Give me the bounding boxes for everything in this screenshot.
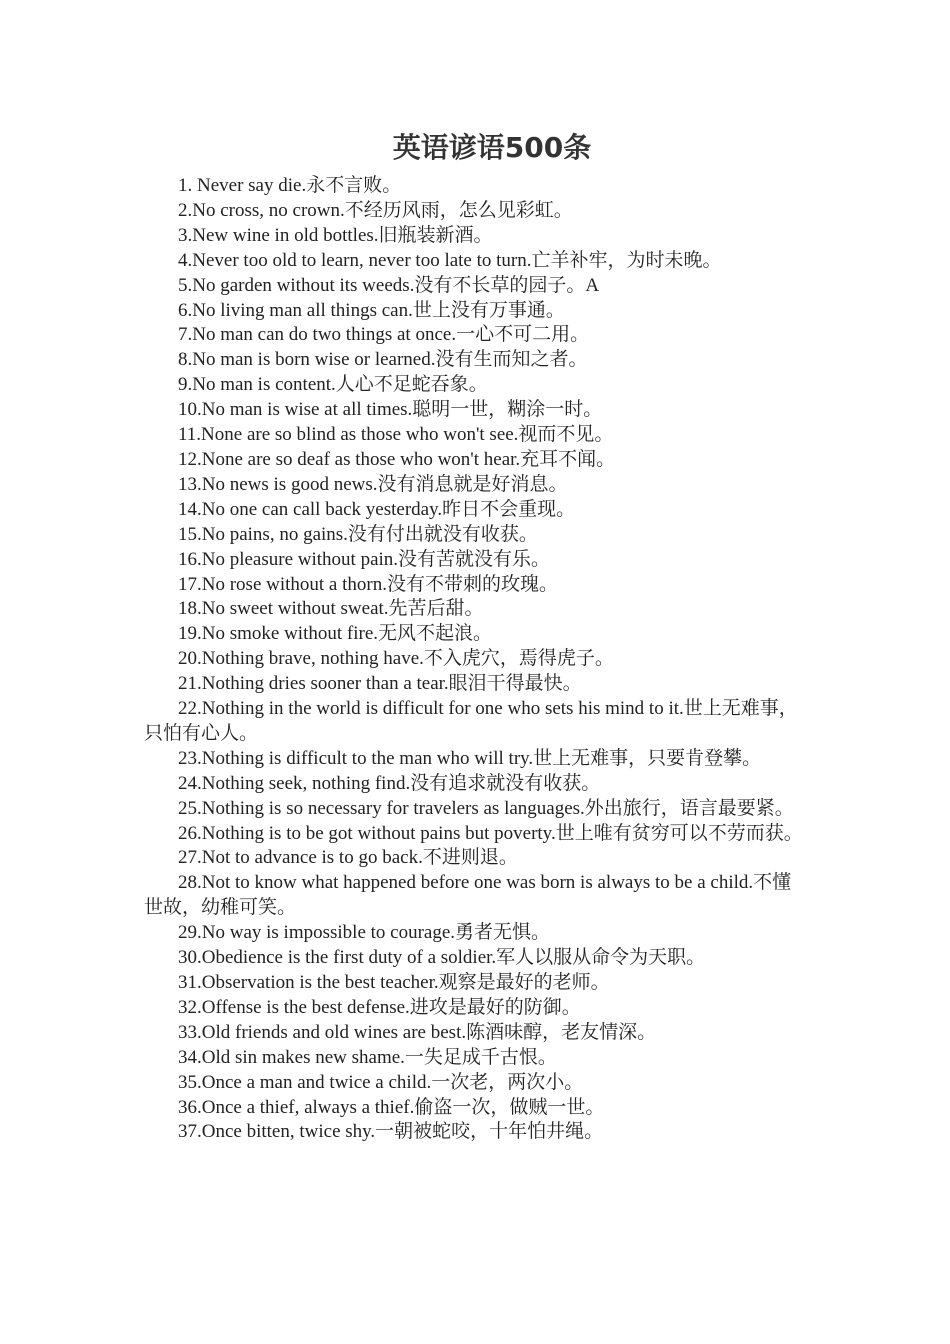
proverb-item: 15.No pains, no gains.没有付出就没有收获。 (178, 523, 538, 545)
proverb-item: 17.No rose without a thorn.没有不带刺的玫瑰。 (178, 573, 558, 595)
proverb-item: 10.No man is wise at all times.聪明一世，糊涂一时。 (178, 399, 603, 421)
proverb-item: 5.No garden without its weeds.没有不长草的园子。A (178, 274, 600, 296)
proverb-item: 35.Once a man and twice a child.一次老，两次小。 (178, 1071, 584, 1093)
proverb-list (144, 174, 809, 1145)
proverb-item: 18.No sweet without sweat.先苦后甜。 (178, 598, 484, 620)
proverb-item: 7.No man can do two things at once.一心不可二用。 (178, 324, 590, 346)
proverb-item: 29.No way is impossible to courage.勇者无惧。 (178, 922, 551, 944)
proverb-item: 33.Old friends and old wines are best.陈酒味醇，老友情深。 (178, 1021, 657, 1043)
proverb-item: 34.Old sin makes new shame.一失足成千古恨。 (178, 1046, 557, 1068)
proverb-item: 36.Once a thief, always a thief.偷盗一次，做贼一世。 (178, 1096, 605, 1118)
proverb-item: 21.Nothing dries sooner than a tear.眼泪干得最快。 (178, 673, 582, 695)
proverb-item: 26.Nothing is to be got without pains but poverty.世上唯有贫穷可以不劳而获。 (178, 822, 803, 844)
proverb-item: 37.Once bitten, twice shy.一朝被蛇咬，十年怕井绳。 (178, 1121, 604, 1143)
proverb-item: 16.No pleasure without pain.没有苦就没有乐。 (178, 548, 551, 570)
proverb-item: 14.No one can call back yesterday.昨日不会重现。 (178, 498, 576, 520)
proverb-item: 32.Offense is the best defense.进攻是最好的防御。 (178, 996, 581, 1018)
proverb-item: 2.No cross, no crown.不经历风雨，怎么见彩虹。 (178, 199, 573, 221)
proverb-item: 24.Nothing seek, nothing find.没有追求就没有收获。 (178, 772, 601, 794)
proverb-item: 31.Observation is the best teacher.观察是最好的老师。 (178, 972, 610, 993)
proverb-item: 1. Never say die.永不言败。 (178, 175, 402, 196)
proverb-item: 13.No news is good news.没有消息就是好消息。 (178, 473, 568, 495)
proverb-item: 28.Not to know what happened before one was born is always to be a child.不懂世故，幼稚可笑。 (144, 872, 792, 919)
proverb-item: 27.Not to advance is to go back.不进则退。 (178, 847, 518, 869)
document-title: 英语谚语500条 (392, 131, 592, 164)
proverb-item: 25.Nothing is so necessary for travelers as languages.外出旅行，语言最要紧。 (178, 797, 794, 819)
proverb-item: 19.No smoke without fire.无风不起浪。 (178, 623, 493, 645)
proverb-item: 6.No living man all things can.世上没有万事通。 (178, 299, 565, 321)
proverb-item: 20.Nothing brave, nothing have.不入虎穴，焉得虎子。 (178, 648, 614, 670)
proverb-item: 12.None are so deaf as those who won't hear.充耳不闻。 (178, 448, 616, 470)
proverb-item: 9.No man is content.人心不足蛇吞象。 (178, 374, 488, 396)
proverb-item: 22.Nothing in the world is difficult for one who sets his mind to it.世上无难事，只怕有心人。 (144, 698, 798, 744)
proverb-item: 23.Nothing is difficult to the man who will try.世上无难事，只要肯登攀。 (178, 747, 762, 769)
proverb-item: 11.None are so blind as those who won't see.视而不见。 (178, 424, 614, 446)
proverb-item: 8.No man is born wise or learned.没有生而知之者。 (178, 349, 588, 371)
proverb-item: 4.Never too old to learn, never too late to turn.亡羊补牢，为时未晚。 (178, 249, 722, 271)
proverb-item: 3.New wine in old bottles.旧瓶装新酒。 (178, 224, 493, 246)
proverb-item: 30.Obedience is the first duty of a soldier.军人以服从命令为天职。 (178, 947, 706, 969)
